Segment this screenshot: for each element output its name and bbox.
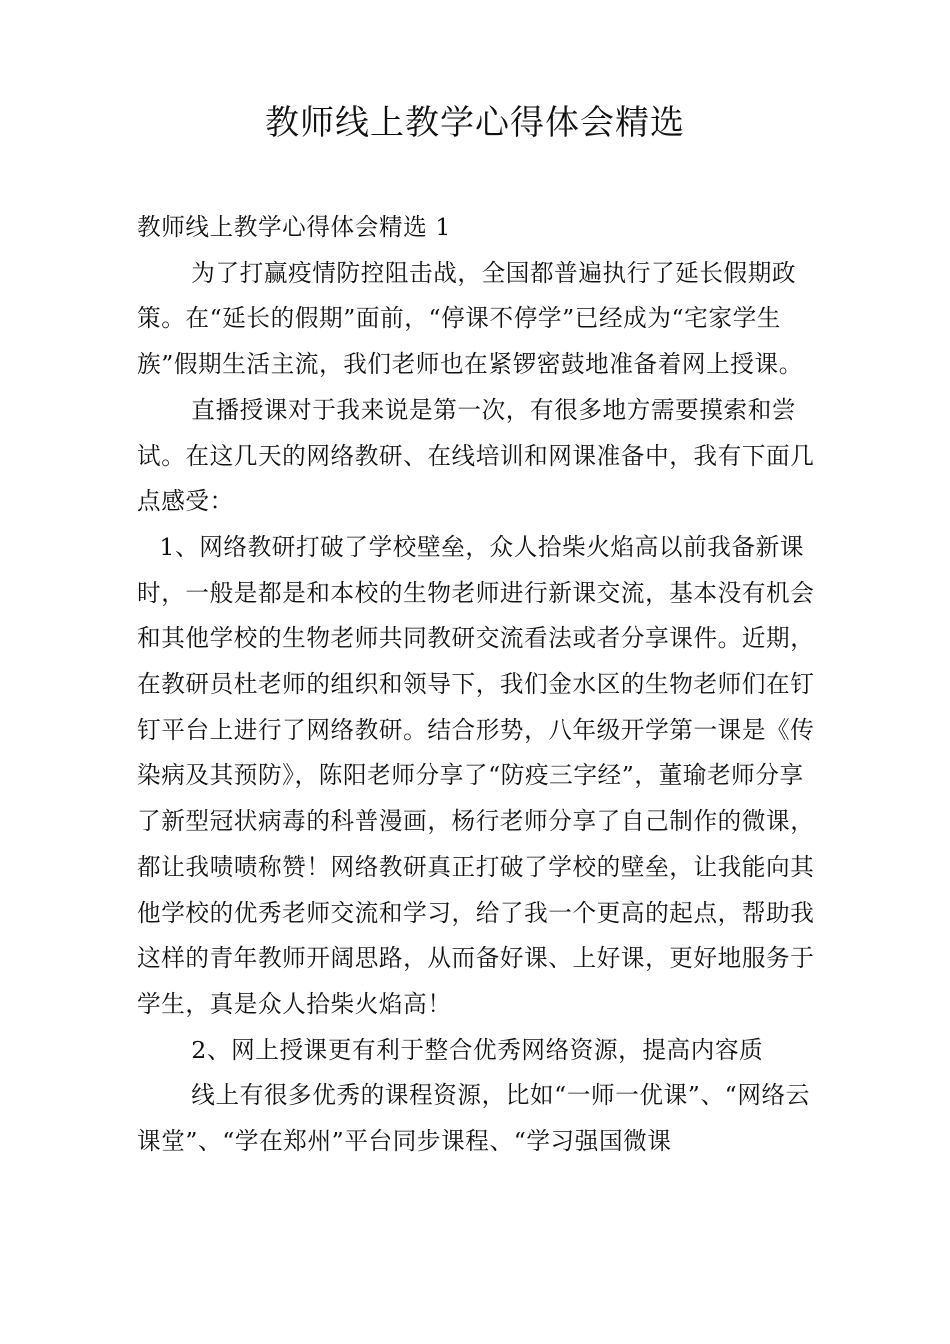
document-body xyxy=(137,205,817,1165)
document-title: 教师线上教学心得体会精选 xyxy=(265,103,685,143)
body-paragraph-3: 1、网络教研打破了学校壁垒，众人拾柴火焰高以前我备新课时，一般是都是和本校的生物老师进行新课交流，基本没有机会和其他学校的生物老师共同教研交流看法或者分享课件。近期，在教研员杜老师的组织和领导下，我们金水区的生物老师们在钉钉平台上进行了网络教研。结合形势，八年级开学第一课是《传染病及其预防》，陈阳老师分享了“防疫三字经”，董瑜老师分享了新型冠状病毒的科普漫画，杨行老师分享了自己制作的微课，都让我啧啧称赞！网络教研真正打破了学校的壁垒，让我能向其他学校的优秀老师交流和学习，给了我一个更高的起点，帮助我这样的青年教师开阔思路，从而备好课、上好课，更好地服务于学生，真是众人拾柴火焰高！ xyxy=(137,532,815,1018)
body-paragraph-1: 为了打赢疫情防控阻击战，全国都普遍执行了延长假期政策。在“延长的假期”面前，“停课不停学”已经成为“宅家学生族”假期生活主流，我们老师也在紧锣密鼓地准备着网上授课。 xyxy=(137,258,803,379)
body-paragraph-2: 直播授课对于我来说是第一次，有很多地方需要摸索和尝试。在这几天的网络教研、在线培训和网课准备中，我有下面几点感受： xyxy=(137,395,815,516)
body-paragraph-4: 2、网上授课更有利于整合优秀网络资源，提高内容质 xyxy=(191,1035,764,1064)
section-heading: 教师线上教学心得体会精选 1 xyxy=(137,213,452,241)
body-paragraph-5: 线上有很多优秀的课程资源，比如“一师一优课”、“网络云课堂”、“学在郑州”平台同步课程、“学习强国微课 xyxy=(137,1081,810,1156)
